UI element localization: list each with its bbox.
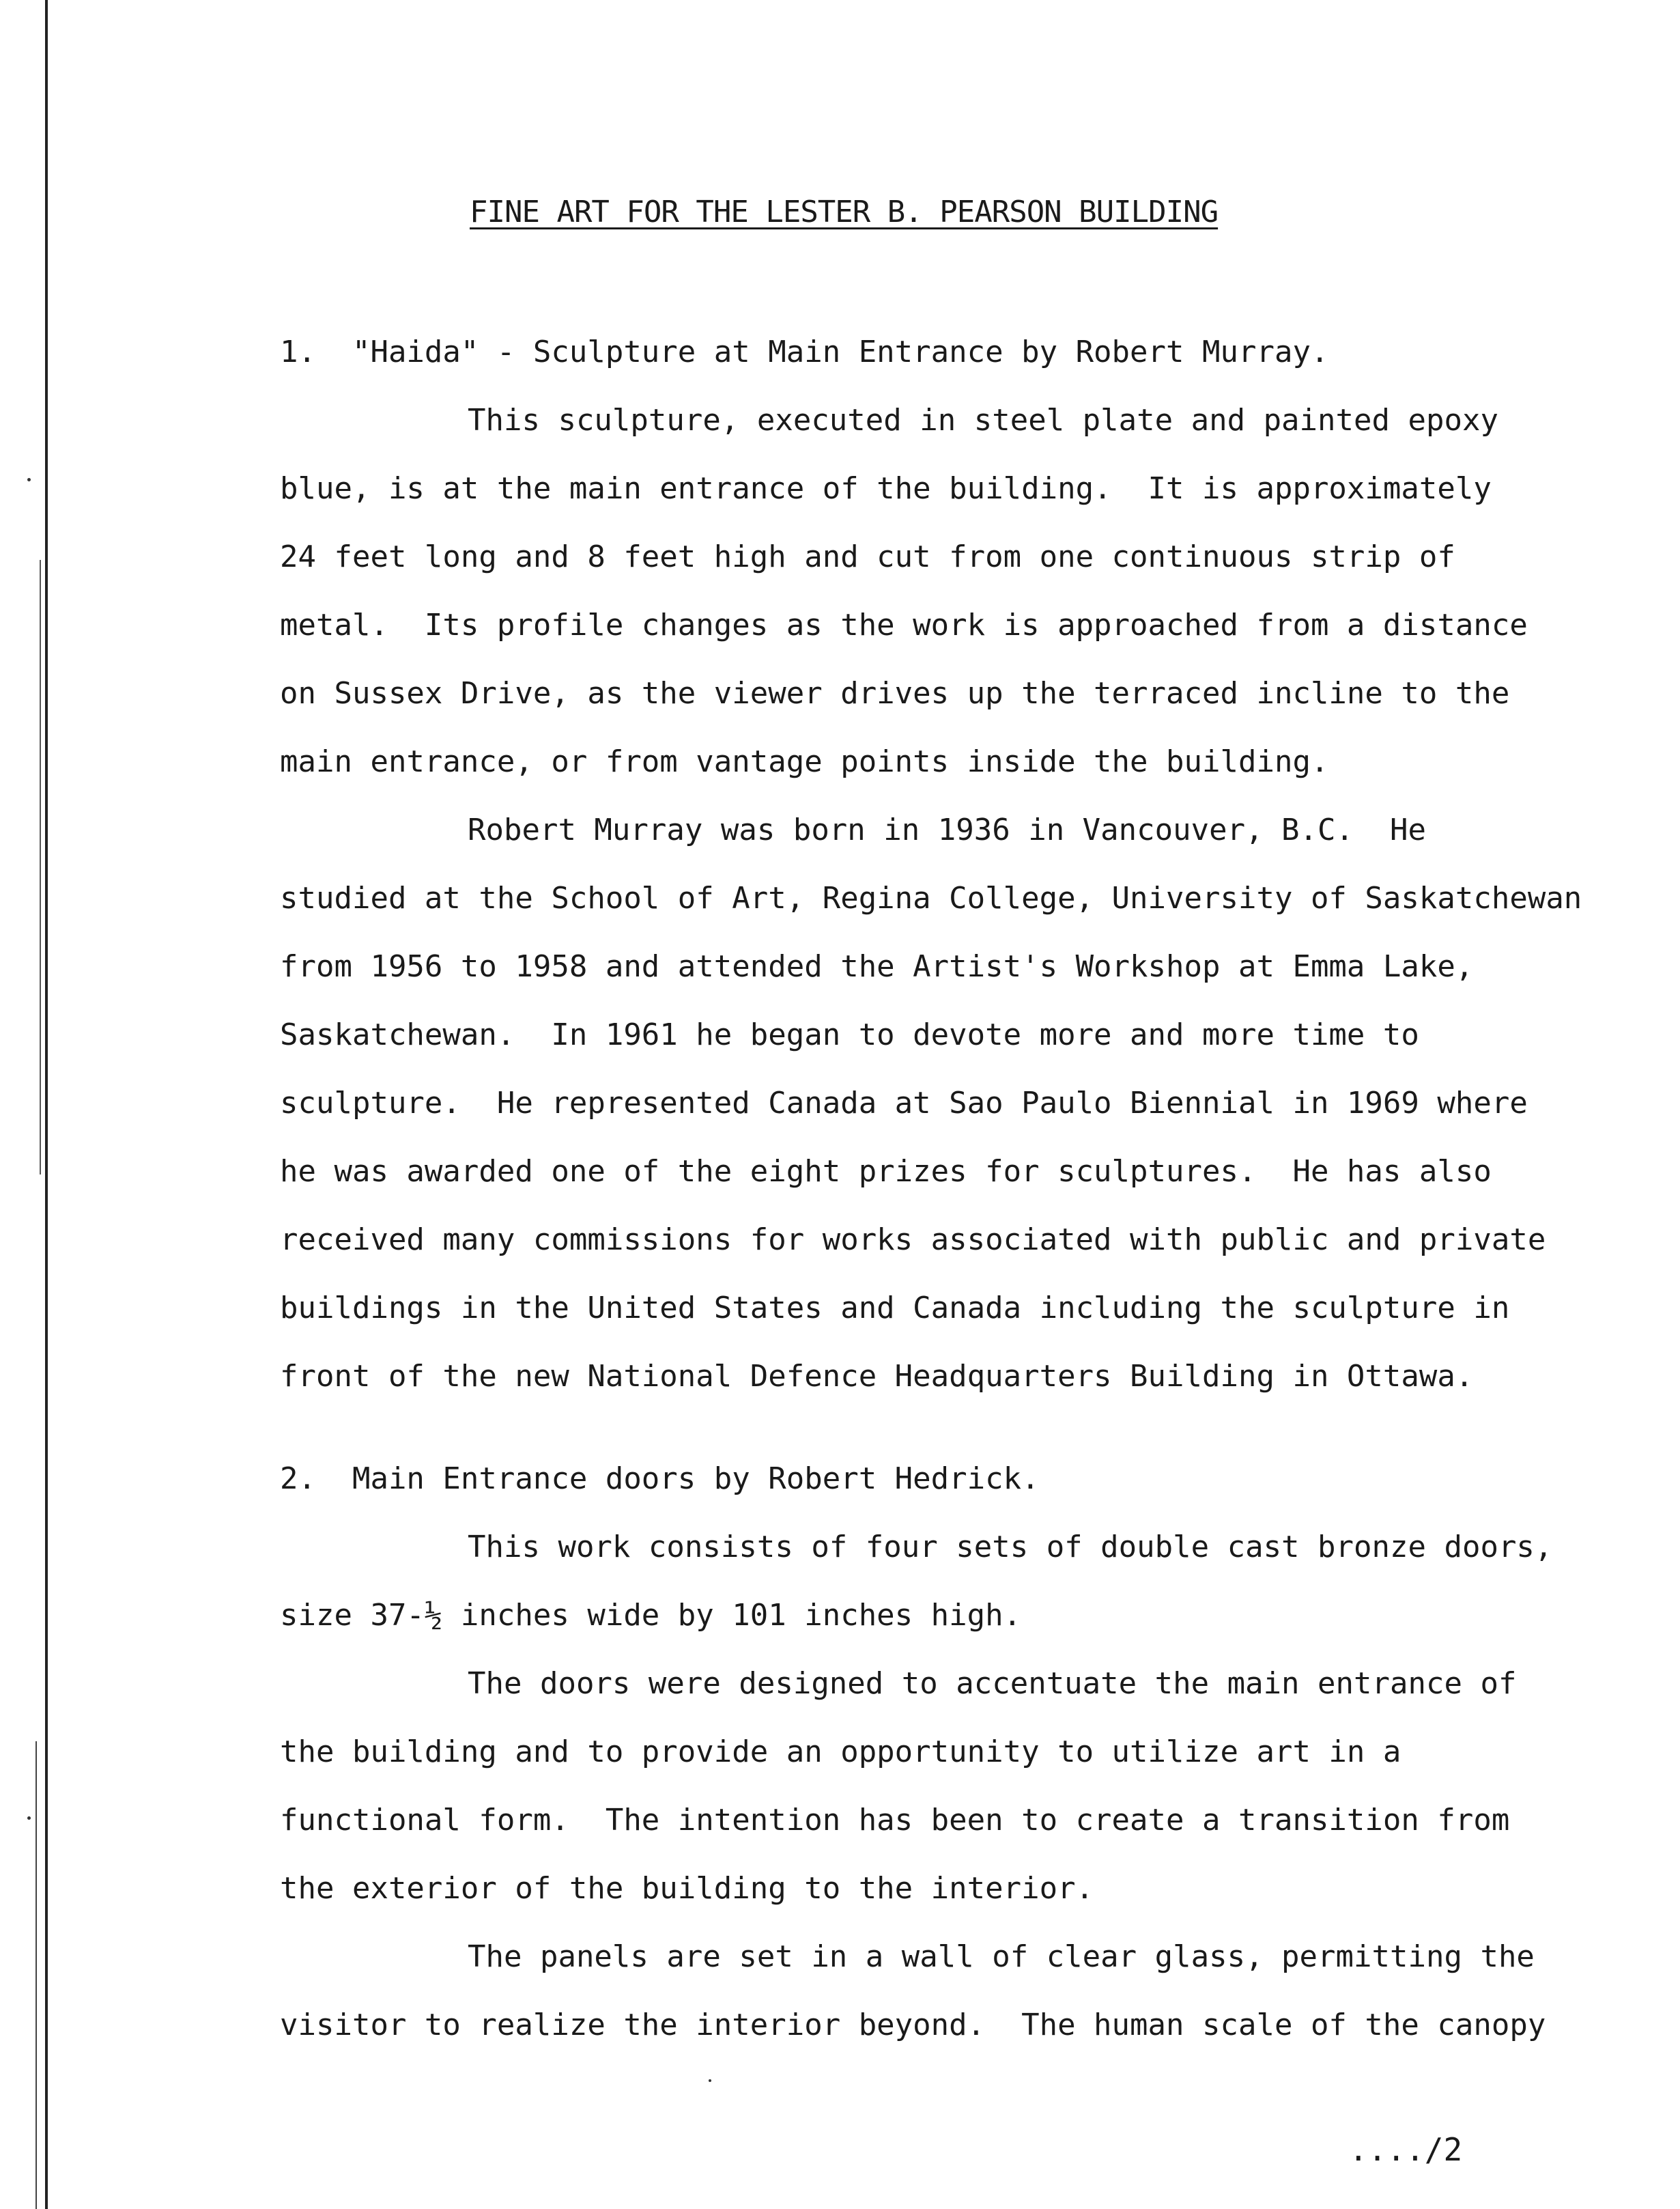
binding-edge-line-secondary — [40, 560, 41, 1174]
section-2-para-1-line: size 37-½ inches wide by 101 inches high. — [280, 1598, 1022, 1633]
section-1-para-1-line: main entrance, or from vantage points inside the building. — [280, 744, 1329, 779]
section-1-para-2-line: Saskatchewan. In 1961 he began to devote more and more time to — [280, 1017, 1419, 1052]
section-1-para-1-line: 24 feet long and 8 feet high and cut from one continuous strip of — [280, 539, 1455, 574]
document-title: FINE ART FOR THE LESTER B. PEARSON BUILDING — [470, 195, 1219, 229]
section-2-para-2-line: the exterior of the building to the interior. — [280, 1871, 1094, 1906]
section-1-heading: 1. "Haida" - Sculpture at Main Entrance by Robert Murray. — [280, 335, 1329, 369]
section-1-para-1-line: blue, is at the main entrance of the building. It is approximately — [280, 471, 1492, 506]
scan-speck — [27, 1816, 31, 1820]
scan-speck — [709, 2079, 711, 2082]
binding-edge-line-lower — [35, 1741, 37, 2209]
section-1-para-2-line: received many commissions for works associated with public and private — [280, 1222, 1546, 1257]
section-1-para-2-line: from 1956 to 1958 and attended the Artist's Workshop at Emma Lake, — [280, 949, 1474, 984]
section-2-para-2-line: The doors were designed to accentuate the main entrance of — [468, 1666, 1517, 1701]
section-1-para-2-line: front of the new National Defence Headquarters Building in Ottawa. — [280, 1359, 1474, 1394]
section-1-para-2-line: he was awarded one of the eight prizes for sculptures. He has also — [280, 1154, 1492, 1189]
section-2-para-2-line: the building and to provide an opportunity to utilize art in a — [280, 1734, 1401, 1769]
section-1-para-1-line: metal. Its profile changes as the work is approached from a distance — [280, 608, 1528, 643]
scan-speck — [27, 478, 31, 481]
section-2-para-1-line: This work consists of four sets of double cast bronze doors, — [468, 1530, 1553, 1564]
section-1-para-2-line: buildings in the United States and Canada including the sculpture in — [280, 1291, 1510, 1325]
section-2-para-3-line: visitor to realize the interior beyond. The human scale of the canopy — [280, 2008, 1546, 2042]
section-1-para-1-line: on Sussex Drive, as the viewer drives up the terraced incline to the — [280, 676, 1510, 711]
section-2-heading: 2. Main Entrance doors by Robert Hedrick. — [280, 1461, 1040, 1496]
section-1-para-2-line: sculpture. He represented Canada at Sao Paulo Biennial in 1969 where — [280, 1086, 1528, 1121]
section-2-para-2-line: functional form. The intention has been to create a transition from — [280, 1803, 1510, 1838]
section-1-para-2-line: studied at the School of Art, Regina College, University of Saskatchewan — [280, 881, 1582, 916]
page-continuation-marker: ..../2 — [1349, 2131, 1463, 2168]
section-1-para-2-line: Robert Murray was born in 1936 in Vancouver, B.C. He — [468, 813, 1426, 847]
binding-edge-line — [45, 0, 48, 2209]
section-1-para-1-line: This sculpture, executed in steel plate and painted epoxy — [468, 403, 1498, 438]
section-2-para-3-line: The panels are set in a wall of clear glass, permitting the — [468, 1939, 1535, 1974]
